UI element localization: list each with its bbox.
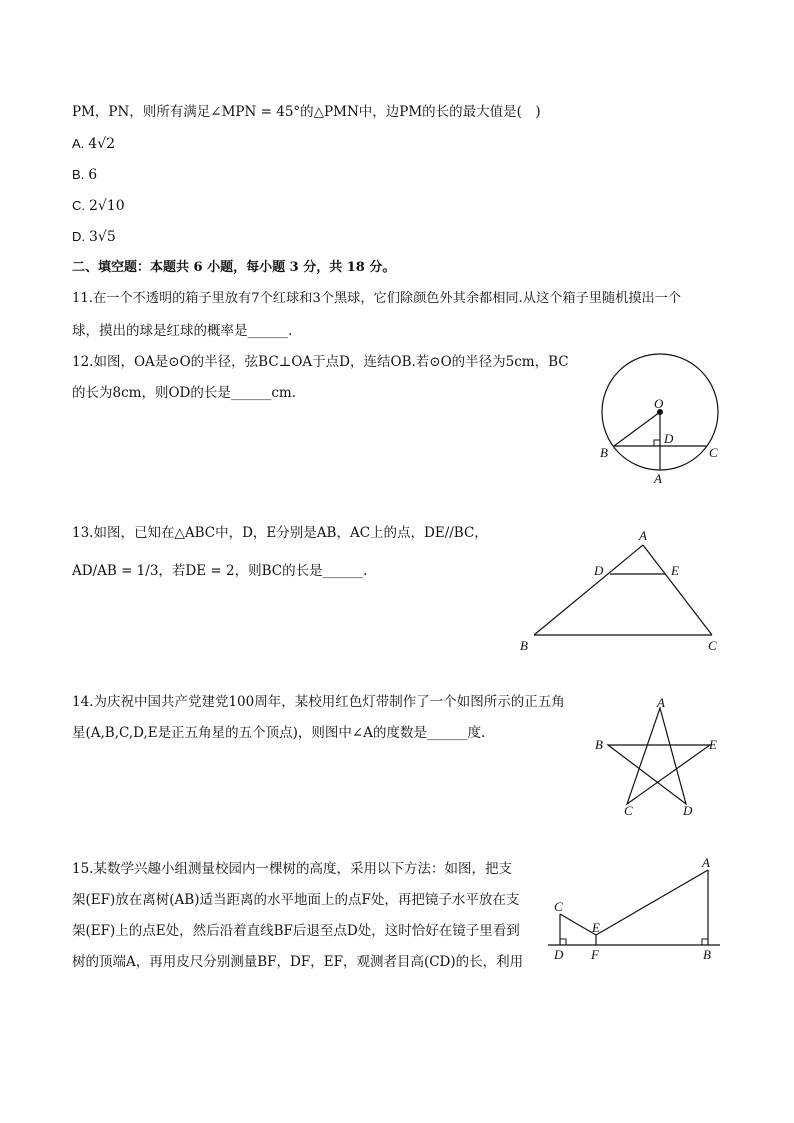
label-b: B: [595, 737, 603, 752]
q14-line-2: 星(A,B,C,D,E是正五角星的五个顶点)，则图中∠A的度数是______度.: [72, 725, 486, 741]
label-a: A: [657, 695, 665, 710]
label-e: E: [592, 920, 600, 935]
label-b: B: [600, 445, 608, 460]
label-o: O: [654, 396, 664, 411]
q12-line-2: 的长为8cm，则OD的长是______cm.: [72, 385, 296, 401]
q13-line-2: AD/AB = 1/3，若DE = 2，则BC的长是______.: [72, 563, 368, 579]
option-letter: C.: [72, 198, 85, 213]
option-letter: B.: [72, 167, 85, 182]
section-heading: 二、填空题：本题共 6 小题，每小题 3 分，共 18 分。: [72, 260, 396, 275]
label-b: B: [703, 947, 711, 962]
option-value: 6: [88, 167, 98, 183]
q10-stem: PM，PN，则所有满足∠MPN = 45°的△PMN中，边PM的长的最大值是( ): [72, 104, 541, 120]
right-angle-b: [702, 939, 708, 945]
ray-ce: [560, 914, 596, 935]
label-a: A: [702, 855, 710, 870]
label-a: A: [654, 471, 662, 486]
q10-option-c[interactable]: [72, 197, 125, 215]
option-value: 4√2: [88, 136, 116, 152]
label-c: C: [708, 638, 717, 653]
q12-line-1: 12.如图，OA是⊙O的半径，弦BC⊥OA于点D，连结OB.若⊙O的半径为5cm，BC: [72, 354, 569, 370]
side-ab: [534, 545, 643, 635]
q15-line-2: 架(EF)放在离树(AB)适当距离的水平地面上的点F处，再把镜子水平放在支: [72, 892, 520, 908]
label-e: E: [671, 563, 679, 578]
q10-option-a[interactable]: [72, 135, 115, 153]
q15-line-4: 树的顶端A，再用皮尺分别测量BF，DF，EF，观测者目高(CD)的长，利用: [72, 954, 524, 970]
q13-triangle-figure: [515, 525, 725, 655]
q15-line-1: 15.某数学兴趣小组测量校园内一棵树的高度，采用以下方法：如图，把支: [72, 861, 512, 877]
option-letter: D.: [72, 229, 85, 244]
right-angle-d: [560, 939, 566, 945]
q11-line-1: 11.在一个不透明的箱子里放有7个红球和3个黑球，它们除颜色外其余都相同.从这个箱子里随机摸出一个: [72, 291, 682, 306]
option-value: 2√10: [89, 198, 125, 214]
q15-mirror-figure: [540, 855, 725, 965]
label-c: C: [554, 899, 563, 914]
side-ac: [643, 545, 712, 635]
label-b: B: [520, 638, 528, 653]
q11-line-2: 球，摸出的球是红球的概率是______.: [72, 323, 293, 339]
label-c: C: [624, 803, 633, 818]
label-d: D: [683, 803, 693, 818]
q14-line-1: 14.为庆祝中国共产党建党100周年，某校用红色灯带制作了一个如图所示的正五角: [72, 694, 565, 710]
label-d: D: [554, 947, 564, 962]
option-value: 3√5: [89, 229, 116, 245]
label-d: D: [594, 563, 604, 578]
q10-option-d[interactable]: [72, 228, 116, 246]
ray-ea: [596, 870, 708, 935]
label-d: D: [664, 431, 674, 446]
option-letter: A.: [72, 136, 85, 151]
right-angle-mark: [654, 440, 660, 446]
label-e: E: [709, 737, 717, 752]
q12-circle-figure: [590, 380, 730, 490]
pentagram: [608, 708, 710, 804]
q14-star-figure: [590, 695, 730, 820]
label-c: C: [709, 445, 718, 460]
radius-ob: [614, 412, 660, 446]
q15-line-3: 架(EF)上的点E处，然后沿着直线BF后退至点D处，这时恰好在镜子里看到: [72, 923, 520, 939]
q13-line-1: 13.如图，已知在△ABC中，D，E分别是AB，AC上的点，DE//BC，: [72, 525, 488, 541]
label-f: F: [591, 947, 599, 962]
q10-option-b[interactable]: [72, 166, 97, 184]
label-a: A: [639, 528, 647, 543]
